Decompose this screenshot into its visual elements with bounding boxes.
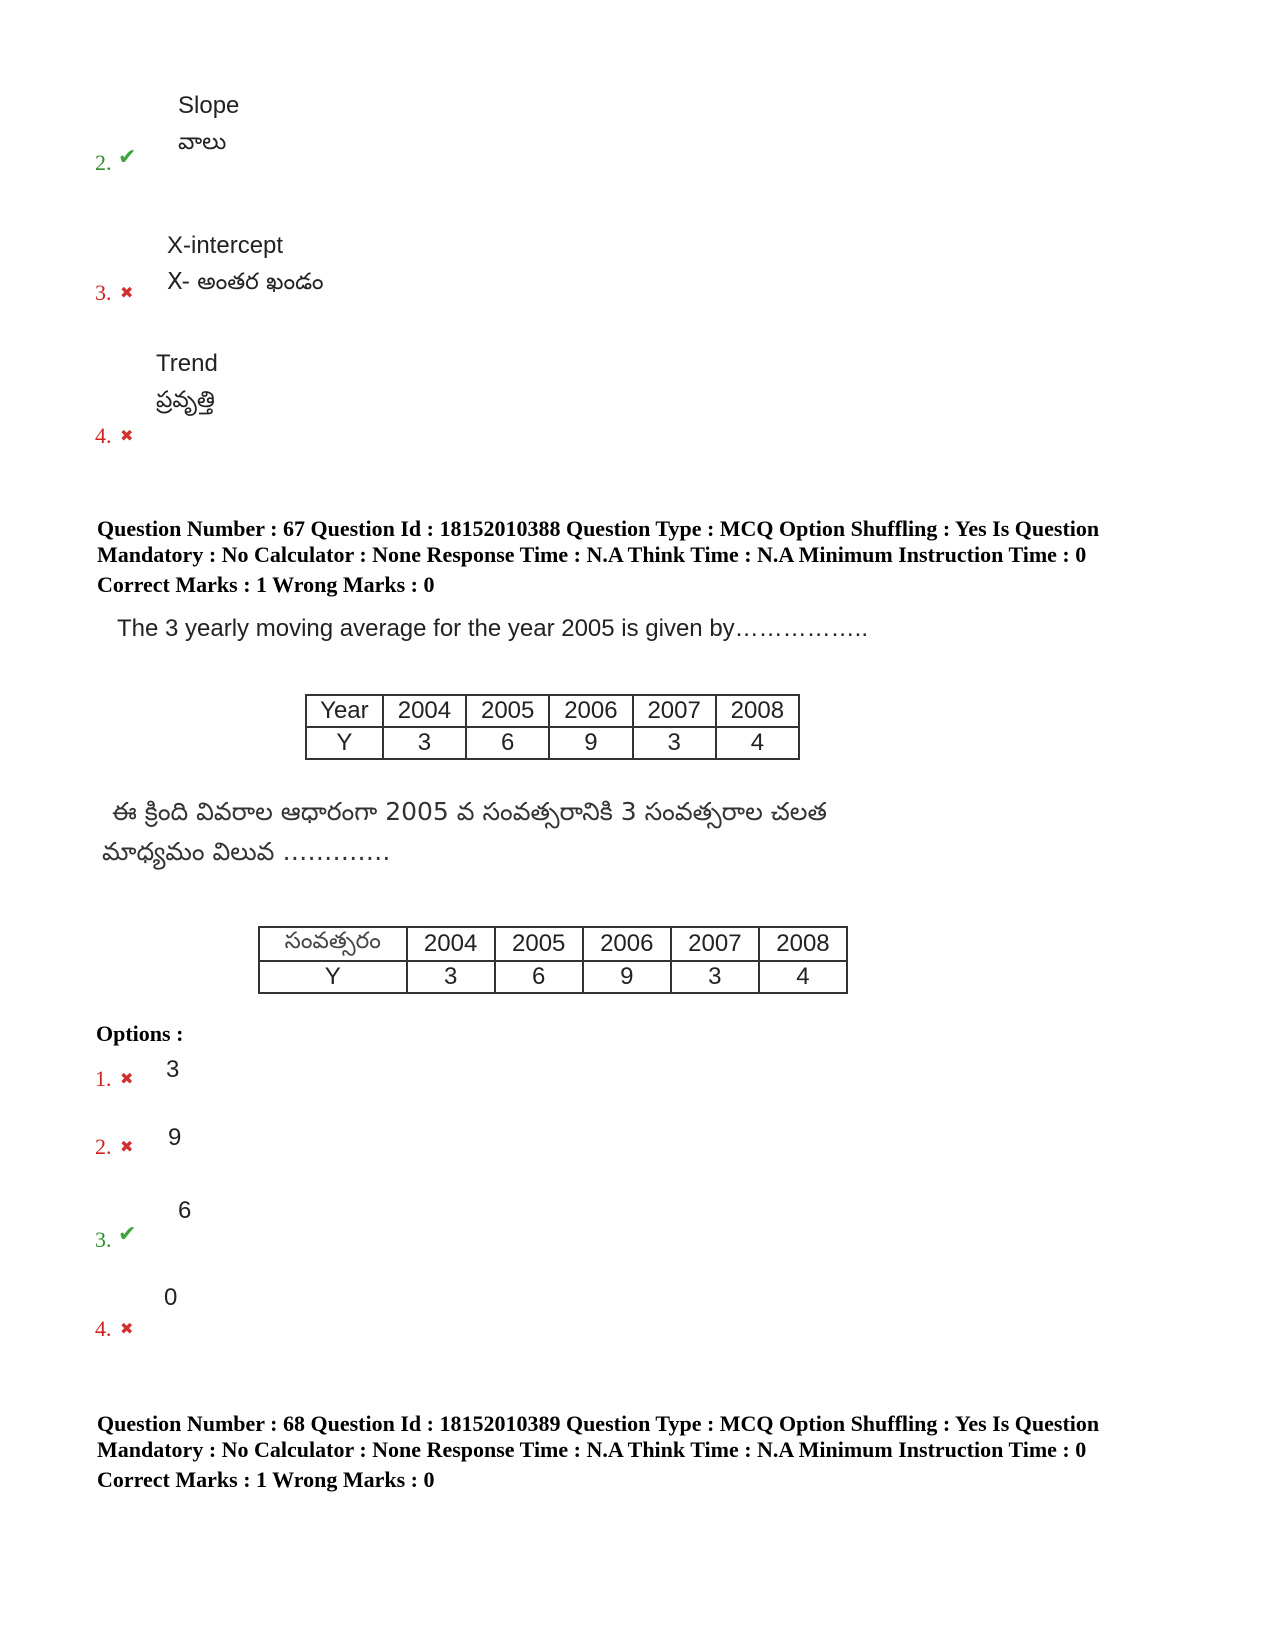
option-number: 2. [95, 1134, 112, 1159]
cross-icon: ✖ [120, 1069, 134, 1088]
option-text-en: Trend [156, 350, 218, 377]
option-number: 4. [95, 423, 112, 448]
cross-icon: ✖ [120, 1319, 134, 1338]
table-cell: 6 [495, 961, 583, 993]
table-cell: 3 [671, 961, 759, 993]
option-value: 3 [166, 1056, 180, 1083]
table-cell: Y [259, 961, 407, 993]
table-cell: 2006 [549, 695, 632, 727]
option-text-en: X-intercept [167, 232, 284, 259]
option-value: 0 [164, 1284, 178, 1311]
option-value: 6 [178, 1197, 192, 1224]
question-67-meta [97, 516, 1207, 568]
cross-icon: ✖ [120, 1137, 134, 1156]
check-icon: ✔ [118, 145, 137, 170]
option-number: 3. [95, 280, 112, 305]
table-cell: 2004 [383, 695, 466, 727]
meta-line-1: Question Number : 67 Question Id : 18152010388 Question Type : MCQ Option Shuffling : Yes Is Question [97, 516, 1100, 541]
table-cell: 4 [759, 961, 847, 993]
cross-icon: ✖ [120, 426, 134, 445]
data-table-en [305, 694, 800, 760]
meta-line-2: Mandatory : No Calculator : None Response Time : N.A Think Time : N.A Minimum Instruction Time : 0 [97, 1437, 1087, 1462]
table-cell: Year [306, 695, 383, 727]
question-67-marks: Correct Marks : 1 Wrong Marks : 0 [97, 572, 435, 597]
table-cell: 6 [466, 727, 549, 759]
table-cell: 4 [716, 727, 799, 759]
table-cell: సంవత్సరం [259, 927, 407, 961]
table-cell: 2008 [716, 695, 799, 727]
option-text-te: X- అంతర ఖండం [167, 269, 324, 295]
meta-line-2: Mandatory : No Calculator : None Response Time : N.A Think Time : N.A Minimum Instruction Time : 0 [97, 542, 1087, 567]
meta-line-1: Question Number : 68 Question Id : 18152010389 Question Type : MCQ Option Shuffling : Yes Is Question [97, 1411, 1100, 1436]
check-icon: ✔ [118, 1222, 137, 1247]
table-cell: 3 [633, 727, 716, 759]
option-number: 4. [95, 1316, 112, 1341]
data-table-te [258, 926, 848, 994]
table-row [259, 961, 847, 993]
table-cell: 2004 [407, 927, 495, 961]
table-cell: 9 [583, 961, 671, 993]
cross-icon: ✖ [120, 283, 134, 302]
option-text-te: ప్రవృత్తి [156, 387, 215, 413]
question-68-marks: Correct Marks : 1 Wrong Marks : 0 [97, 1467, 435, 1492]
option-number: 1. [95, 1066, 112, 1091]
table-cell: 9 [549, 727, 632, 759]
table-cell: 2008 [759, 927, 847, 961]
table-cell: 2007 [671, 927, 759, 961]
question-text-en: The 3 yearly moving average for the year 2005 is given by…………….. [117, 615, 869, 642]
table-cell: 3 [383, 727, 466, 759]
question-68-meta [97, 1411, 1207, 1463]
table-header-row [306, 695, 799, 727]
option-number: 2. [95, 150, 112, 175]
table-cell: Y [306, 727, 383, 759]
option-number: 3. [95, 1227, 112, 1252]
table-header-row [259, 927, 847, 961]
question-text-te-line-2: మాధ్యమం విలువ …………. [102, 837, 391, 866]
options-label: Options : [96, 1021, 184, 1046]
table-cell: 2006 [583, 927, 671, 961]
option-value: 9 [168, 1124, 182, 1151]
table-cell: 3 [407, 961, 495, 993]
table-cell: 2007 [633, 695, 716, 727]
table-cell: 2005 [466, 695, 549, 727]
option-text-te: వాలు [178, 129, 227, 155]
option-text-en: Slope [178, 92, 240, 119]
table-cell: 2005 [495, 927, 583, 961]
table-row [306, 727, 799, 759]
question-text-te-line-1: ఈ క్రింది వివరాల ఆధారంగా 2005 వ సంవత్సరానికి 3 సంవత్సరాల చలత [112, 797, 827, 826]
